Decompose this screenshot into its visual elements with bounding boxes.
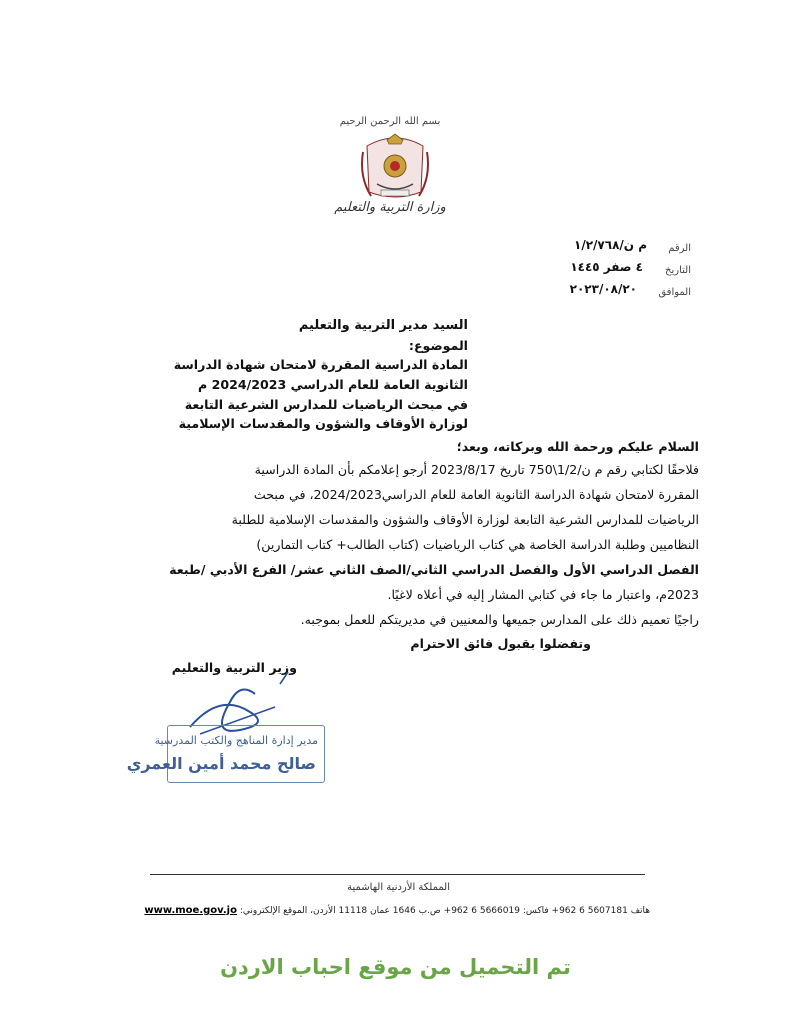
request-line: راجيًا تعميم ذلك على المدارس جميعها والمعنيين في مديريتكم للعمل بموجبه. [300, 612, 699, 627]
ref-number-row [491, 240, 691, 258]
closing-line: وتفضلوا بقبول فائق الاحترام [410, 636, 591, 651]
footer-contact-text: هاتف 5607181 6 962+ فاكس: 5666019 6 962+ ص.ب 1646 عمان 11118 الأردن، الموقع الإلكتروني: [236, 906, 650, 916]
jordan-coat-of-arms-icon [355, 132, 435, 204]
addressee: السيد مدير التربية والتعليم [298, 318, 468, 333]
footer-website-link[interactable]: www.moe.gov.jo [144, 905, 237, 916]
official-stamp [126, 725, 325, 783]
stamp-title: مدير إدارة المناهج والكتب المدرسية [154, 734, 318, 747]
ref-number-value: م ن/١/٢/٧٦٨ [574, 238, 647, 252]
stamp-name: صالح محمد أمين العمري [126, 754, 316, 773]
body-line: فلاحقًا لكتابي رقم م ن/1/2\750 تاريخ 2023/8/17 أرجو إعلامكم بأن المادة الدراسية [254, 462, 699, 477]
ref-date-value: ٤ صفر ١٤٤٥ [570, 260, 643, 274]
greeting: السلام عليكم ورحمة الله وبركاته، وبعد؛ [456, 439, 699, 454]
download-source-note: تم التحميل من موقع احباب الاردن [220, 955, 571, 979]
ref-date-row [491, 262, 691, 280]
footer-contact [144, 905, 650, 916]
subject-line: المادة الدراسية المقررة لامتحان شهادة الدراسة [173, 357, 468, 372]
ref-corresponding-row [491, 284, 691, 302]
subject-line: في مبحث الرياضيات للمدارس الشرعية التابعة [184, 397, 468, 412]
signatory-title: وزير التربية والتعليم [171, 660, 297, 675]
ref-number-label: الرقم [668, 243, 691, 254]
subject-line: الثانوية العامة للعام الدراسي 2024/2023 م [197, 377, 468, 392]
ref-date-label: التاريخ [665, 265, 691, 276]
body-line: 2023م، واعتبار ما جاء في كتابي المشار إليه في أعلاه لاغيًا. [387, 587, 699, 602]
subject-line: لوزارة الأوقاف والشؤون والمقدسات الإسلامية [178, 416, 468, 431]
ref-corresponding-value: ٢٠٢٣/٠٨/٢٠ [569, 282, 637, 296]
body-line: الرياضيات للمدارس الشرعية التابعة لوزارة الأوقاف والشؤون والمقدسات الإسلامية للطلبة [231, 512, 699, 527]
ref-corresponding-label: الموافق [658, 287, 691, 298]
body-line: النظاميين وطلبة الدراسة الخاصة هي كتاب الرياضيات (كتاب الطالب+ كتاب التمارين) [256, 537, 699, 552]
footer-kingdom: المملكة الأردنية الهاشمية [347, 882, 450, 893]
footer-divider [150, 874, 645, 875]
body-line: الفصل الدراسي الأول والفصل الدراسي الثاني/الصف الثاني عشر/ الفرع الأدبي /طبعة [169, 562, 699, 577]
subject-label: الموضوع: [408, 338, 468, 353]
ministry-name: وزارة التربية والتعليم [334, 200, 446, 215]
body-line: المقررة لامتحان شهادة الدراسة الثانوية العامة للعام الدراسي2024/2023، في مبحث [253, 487, 699, 502]
basmala: بسم الله الرحمن الرحيم [339, 116, 441, 127]
